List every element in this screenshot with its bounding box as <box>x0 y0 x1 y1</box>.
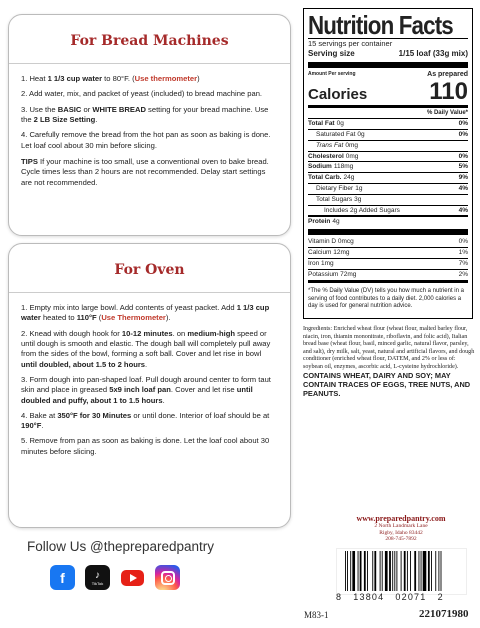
vitamin-row: Vitamin D 0mcg 0% <box>308 238 468 246</box>
nutrient-rows <box>308 118 468 227</box>
facebook-icon[interactable]: f <box>50 565 75 590</box>
barcode-bars <box>345 551 460 591</box>
nutrient-row: Total Fat 0g 0% <box>308 120 468 128</box>
step-3: 3. Use the BASIC or WHITE BREAD setting for your bread machine. Use the 2 LB Size Setting. <box>21 104 269 124</box>
nutrient-row: Total Sugars 3g <box>308 194 468 205</box>
nutrient-row: Sodium 118mg 5% <box>308 163 468 171</box>
lot-number: 221071980 <box>419 608 469 620</box>
oven-steps <box>9 303 290 457</box>
step-1: 1. Empty mix into large bowl. Add contents of yeast packet. Add 1 1/3 cup water heated to 110°F (Use Thermometer). <box>21 303 270 323</box>
upc-barcode <box>336 548 467 595</box>
barcode-digits: 8 13804 02071 2 <box>336 592 444 602</box>
nutrient-row: Cholesterol 0mg 0% <box>308 152 468 160</box>
step-1: 1. Heat 1 1/3 cup water to 80°F. (Use thermometer) <box>21 74 200 83</box>
step-3: 3. Form dough into pan-shaped loaf. Pull dough around center to form taut skin and place in greased 5x9 inch loaf pan. Cover and let rise until doubled and puffy, about 1 to 1.5 hours. <box>21 374 271 405</box>
bread-machine-title: For Bread Machines <box>70 33 229 49</box>
nutrient-row: Includes 2g Added Sugars 4% <box>308 205 468 217</box>
step-4: 4. Bake at 350°F for 30 Minutes or until done. Interior of loaf should be at 190°F. <box>21 410 270 431</box>
nutrient-row: Total Carb. 24g 9% <box>308 174 468 182</box>
step-5: 5. Remove from pan as soon as baking is done. Let the loaf cool about 30 minutes before slicing. <box>21 436 270 456</box>
youtube-icon[interactable] <box>120 565 145 590</box>
amount-header: Amount Per serving As prepared <box>308 70 468 78</box>
step-2: 2. Add water, mix, and packet of yeast (included) to bread machine pan. <box>21 89 263 99</box>
vitamin-row: Calcium 12mg 1% <box>308 248 468 256</box>
company-address: www.preparedpantry.com 2 North Landmark Lane Rigby, Idaho 83442 208-745-7892 <box>336 514 466 542</box>
oven-card <box>8 243 291 528</box>
nutrition-title: Nutrition Facts <box>308 10 453 40</box>
instagram-icon[interactable] <box>155 565 180 590</box>
follow-us-text: Follow Us @thepreparedpantry <box>27 539 215 554</box>
vitamin-row: Iron 1mg 7% <box>308 259 468 267</box>
divider <box>9 63 290 64</box>
step-4: 4. Carefully remove the bread from the hot pan as soon as baking is done. Let loaf cool about 30 min before slicing. <box>21 130 271 150</box>
bread-machine-steps <box>9 74 290 188</box>
divider <box>9 292 290 293</box>
company-url[interactable]: www.preparedpantry.com <box>356 514 446 523</box>
serving-size: Serving size 1/15 loaf (33g mix) <box>308 49 468 58</box>
calories-row: Calories 110 <box>308 77 468 105</box>
bread-machine-card <box>8 14 291 236</box>
vitamin-row: Potassium 72mg 2% <box>308 270 468 278</box>
daily-value-footnote: *The % Daily Value (DV) tells you how much a nutrient in a serving of food contributes to a daily diet. 2,000 calories a day is used for general nutrition advice. <box>308 288 464 310</box>
servings-per-container: 15 servings per container <box>308 39 393 48</box>
social-icons <box>50 565 180 590</box>
vitamin-rows <box>308 237 468 279</box>
nutrient-row: Protein 4g <box>308 216 468 227</box>
tips: TIPS If your machine is too small, use a conventional oven to bake bread. Cycle times less than 2 hours are not recommended. Delay start settings are not recommended. <box>21 156 269 187</box>
step-2: 2. Knead with dough hook for 10-12 minutes. on medium-high speed or until dough is smooth and elastic. The dough ball will completely pull away from the sides of the bowl, forming a soft ball. Cover and let rise in bowl until doubled, about 1.5 to 2 hours. <box>21 328 271 369</box>
ingredients: Ingredients: Enriched wheat flour (wheat flour, malted barley flour, niacin, iron, thiamin mononitrate, riboflavin, and folic acid), Italian bread base (wheat flour, basil, minced garlic, natural flavor, parsley, and salt), dry milk, salt, yeast, natural and artificial flavors, and dough conditioner (enriched wheat flour, DATEM, and 2% or less of: soybean oil, enzymes, ascorbic acid, L-cysteine hydrochloride). CONTAINS WHEAT, DAIRY AND SOY; MAY CONTAIN TRACES OF EGGS, TREE NUTS, AND PEANUTS. <box>303 326 475 399</box>
nutrient-row: Trans Fat 0mg <box>308 140 468 151</box>
product-code: M83-1 <box>304 610 329 620</box>
nutrient-row: Dietary Fiber 1g 4% <box>308 183 468 194</box>
oven-title: For Oven <box>114 262 185 278</box>
tiktok-icon[interactable]: ♪ TikTok <box>85 565 110 590</box>
nutrient-row: Saturated Fat 0g 0% <box>308 129 468 140</box>
nutrition-facts-panel: Nutrition Facts 15 servings per container Serving size 1/15 loaf (33g mix) Amount Per serving As prepared Calories 110 % Daily Value* Total Fat 0g 0% Saturated Fat 0g 0% Trans Fat 0mg Cholesterol 0mg 0% Sodium 118mg 5% Total Carb. 24g 9% Dietary Fiber 1g 4% Total Sugars 3g Includes 2g Added Sugars 4% Protein 4g Vitamin D 0mcg 0% Calcium 12mg 1% Iron 1mg 7% Potassium 72mg 2% *The % Daily Value (DV) tells you how much a nutrient in a serving of food contributes to a daily diet. 2,000 calories a day is used for general nutrition advice. <box>303 8 473 319</box>
allergen-warning: CONTAINS WHEAT, DAIRY AND SOY; MAY CONTAIN TRACES OF EGGS, TREE NUTS, AND PEANUTS. <box>303 371 471 399</box>
